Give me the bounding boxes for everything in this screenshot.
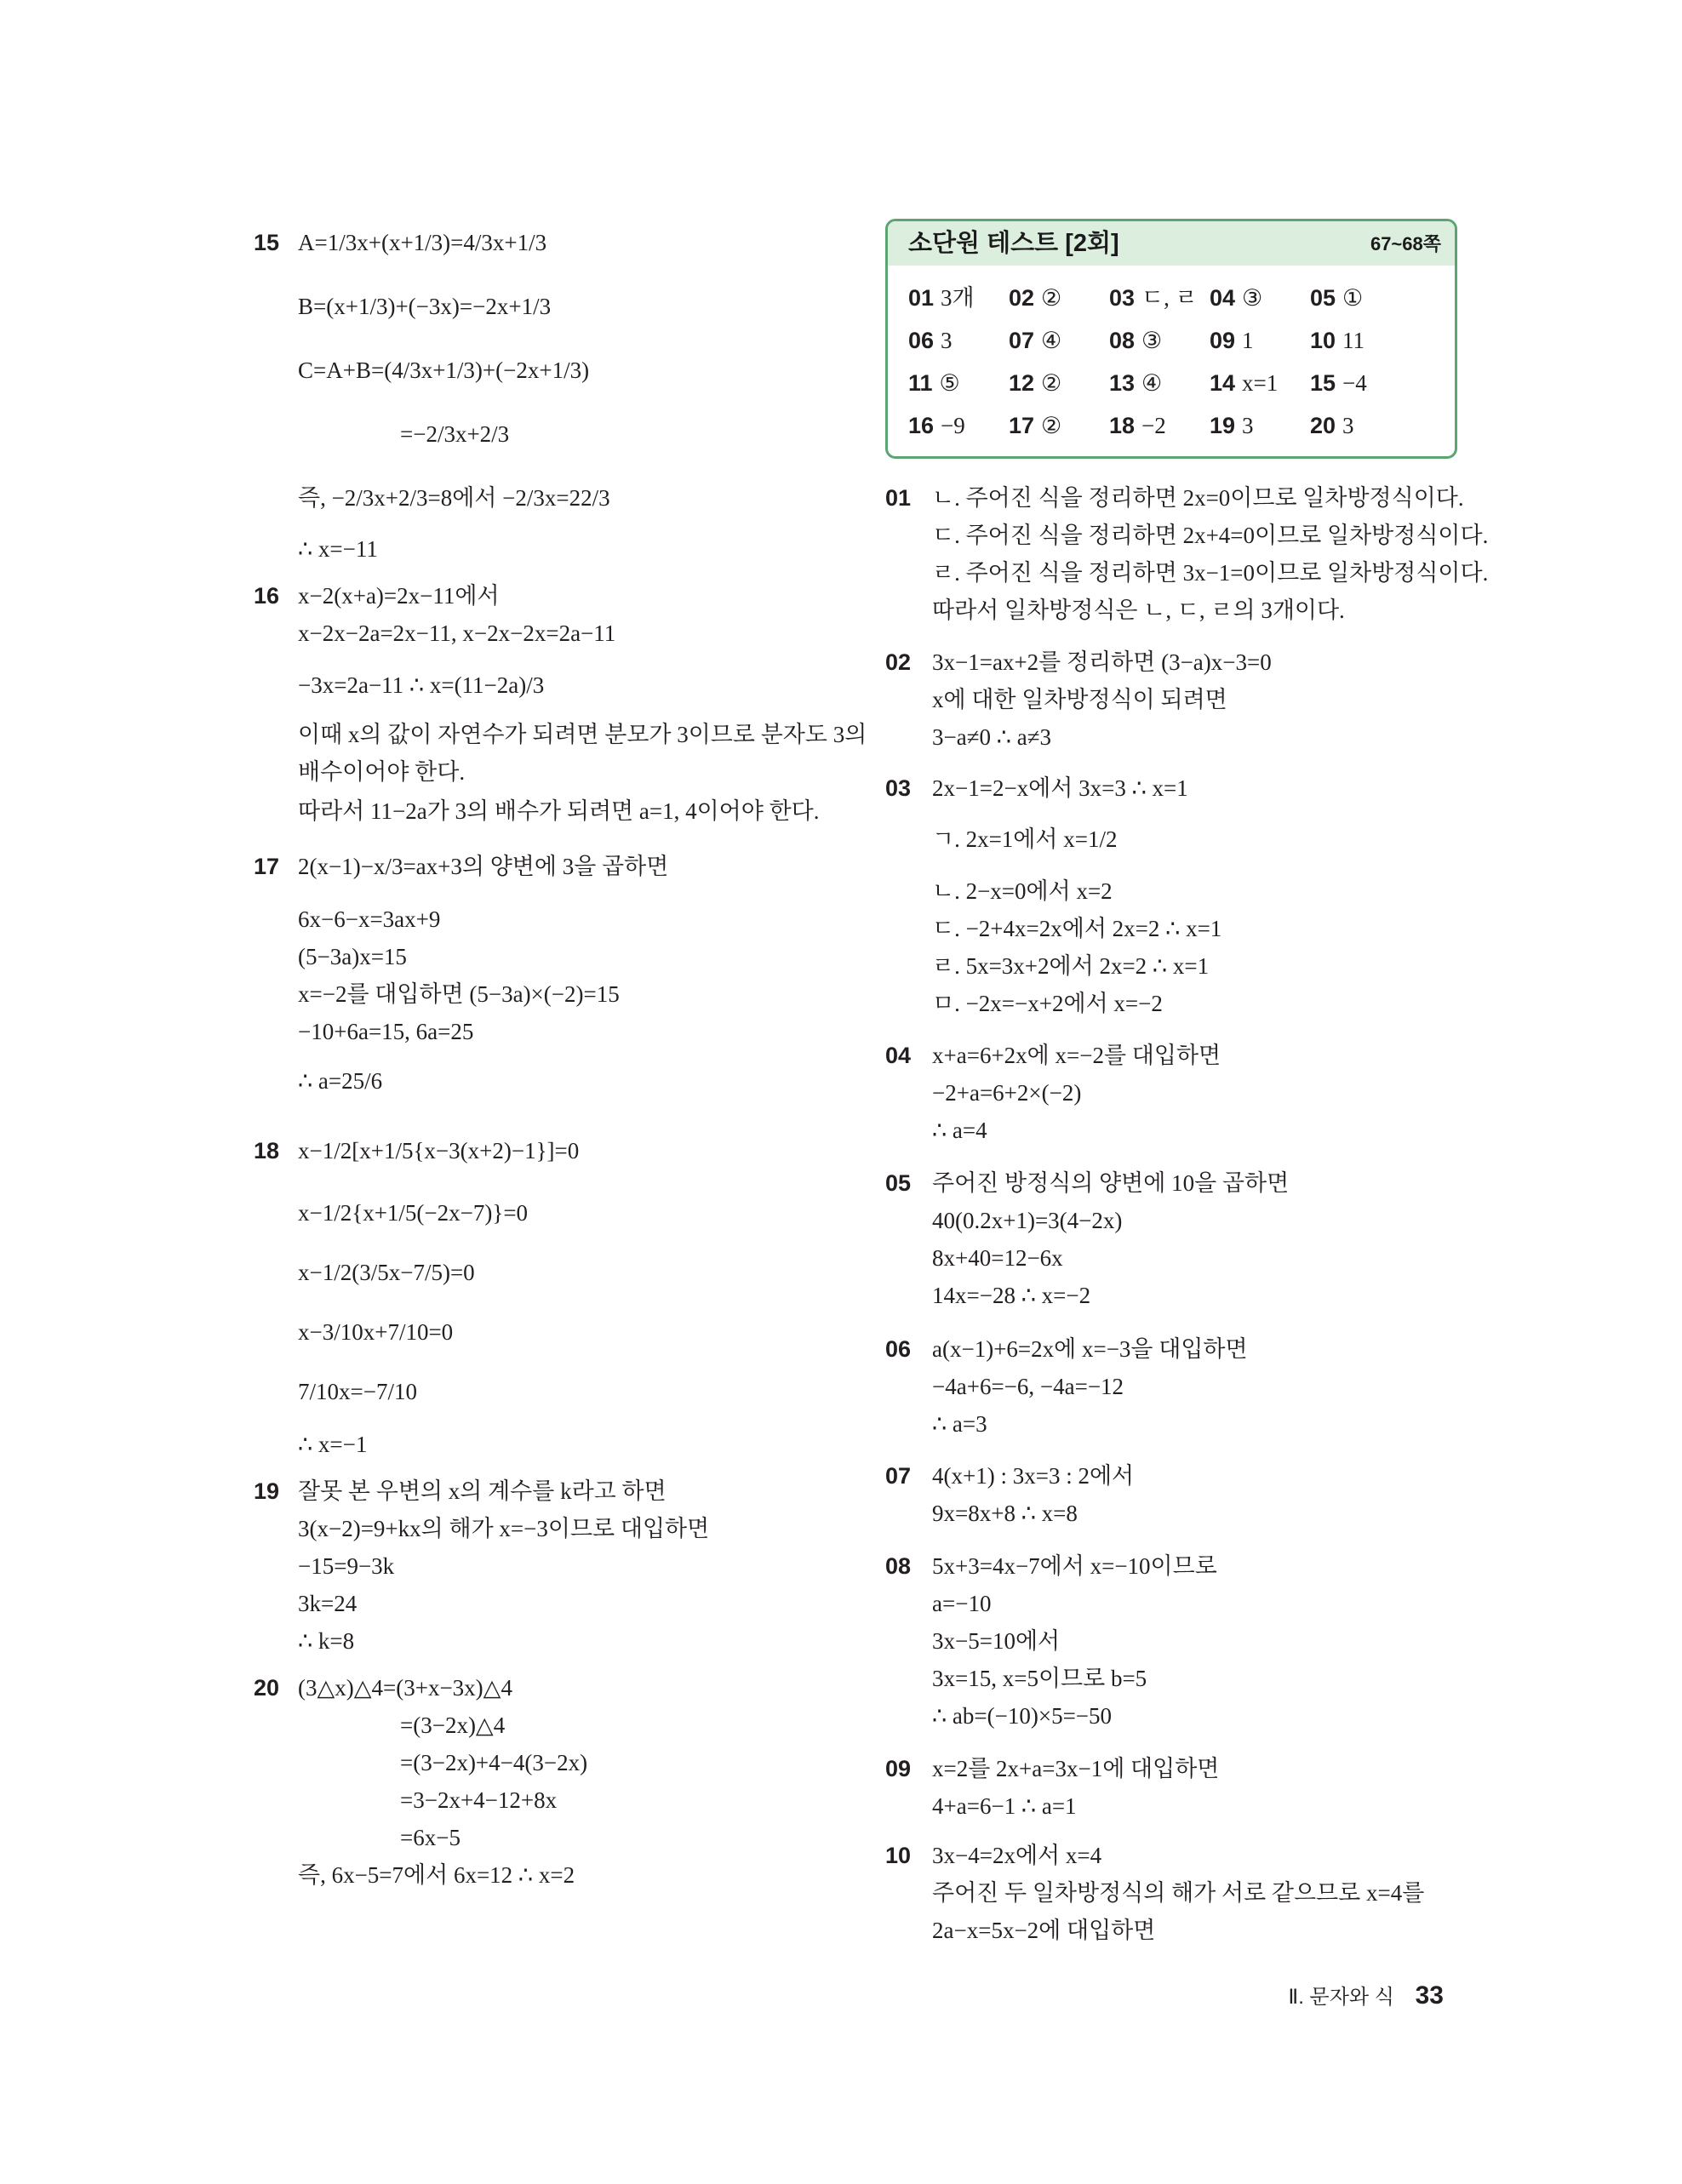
solution-line: ㄹ. 5x=3x+2에서 2x=2 ∴ x=1 [932, 953, 1210, 979]
solution-line: −3x=2a−11 ∴ x=(11−2a)/3 [298, 672, 545, 698]
solution-line: =3−2x+4−12+8x [400, 1787, 558, 1813]
problem-number: 16 [254, 583, 280, 609]
solution-line: ∴ x=−11 [298, 536, 378, 562]
solution-line: ㄹ. 주어진 식을 정리하면 3x−1=0이므로 일차방정식이다. [932, 560, 1489, 586]
answer-box-title: 소단원 테스트 [2회] [908, 230, 1119, 257]
problem-number: 01 [885, 485, 912, 511]
answer-item: 06 3 [908, 328, 953, 353]
solution-line: 따라서 11−2a가 3의 배수가 되려면 a=1, 4이어야 한다. [298, 798, 820, 824]
solution-line: ㄴ. 주어진 식을 정리하면 2x=0이므로 일차방정식이다. [932, 485, 1464, 511]
solution-line: x−1/2(3/5x−7/5)=0 [298, 1260, 475, 1285]
answer-item: 01 3개 [908, 285, 975, 311]
problem-number: 07 [885, 1463, 912, 1489]
solution-line: −10+6a=15, 6a=25 [298, 1019, 474, 1044]
answer-item: 18 −2 [1109, 413, 1166, 438]
solution-line: B=(x+1/3)+(−3x)=−2x+1/3 [298, 294, 552, 319]
solution-line: 8x+40=12−6x [932, 1245, 1063, 1271]
section-label: Ⅱ. 문자와 식 [1288, 1986, 1394, 2009]
solution-line: ∴ a=3 [932, 1411, 987, 1437]
problem-number: 06 [885, 1336, 912, 1362]
answer-item: 12 ② [1009, 370, 1062, 396]
answer-item: 14 x=1 [1210, 370, 1279, 396]
answer-box-pages: 67~68쪽 [1370, 233, 1441, 254]
answer-item: 11 ⑤ [908, 370, 960, 396]
solution-line: 주어진 두 일차방정식의 해가 서로 같으므로 x=4를 [932, 1880, 1425, 1906]
solution-line: 4(x+1) : 3x=3 : 2에서 [932, 1463, 1135, 1489]
solution-line: ㄱ. 2x=1에서 x=1/2 [932, 826, 1118, 852]
solution-line: 3−a≠0 ∴ a≠3 [932, 724, 1052, 750]
solution-line: 14x=−28 ∴ x=−2 [932, 1283, 1091, 1308]
solution-line: 2a−x=5x−2에 대입하면 [932, 1918, 1156, 1943]
solution-line: a=−10 [932, 1591, 992, 1616]
solution-line: x−1/2{x+1/5(−2x−7)}=0 [298, 1200, 529, 1226]
answer-item: 05 ① [1310, 285, 1364, 311]
solution-line: x−1/2[x+1/5{x−3(x+2)−1}]=0 [298, 1138, 580, 1163]
problem-number: 19 [254, 1478, 280, 1504]
solution-line: ∴ x=−1 [298, 1432, 368, 1457]
solution-line: 5x+3=4x−7에서 x=−10이므로 [932, 1553, 1217, 1579]
solution-line: −2+a=6+2×(−2) [932, 1080, 1082, 1106]
solution-line: 3x−1=ax+2를 정리하면 (3−a)x−3=0 [932, 649, 1272, 675]
solution-line: x에 대한 일차방정식이 되려면 [932, 687, 1227, 712]
answer-item: 19 3 [1210, 413, 1254, 438]
solution-line: =6x−5 [400, 1825, 461, 1850]
solution-line: ㄷ. 주어진 식을 정리하면 2x+4=0이므로 일차방정식이다. [932, 523, 1489, 548]
answer-item: 16 −9 [908, 413, 965, 438]
solution-line: x+a=6+2x에 x=−2를 대입하면 [932, 1043, 1221, 1068]
problem-number: 03 [885, 775, 912, 801]
solution-line: x=2를 2x+a=3x−1에 대입하면 [932, 1756, 1220, 1781]
problem-number: 02 [885, 649, 912, 675]
answer-summary-box [885, 219, 1457, 459]
solution-line: ∴ ab=(−10)×5=−50 [932, 1703, 1113, 1729]
solution-line: 2x−1=2−x에서 3x=3 ∴ x=1 [932, 775, 1188, 801]
solution-line: (3△x)△4=(3+x−3x)△4 [298, 1675, 512, 1701]
solution-line: 40(0.2x+1)=3(4−2x) [932, 1208, 1123, 1233]
solution-line: =(3−2x)△4 [400, 1712, 506, 1738]
solution-line: =(3−2x)+4−4(3−2x) [400, 1750, 588, 1775]
solution-line: 즉, 6x−5=7에서 6x=12 ∴ x=2 [298, 1862, 575, 1888]
solution-line: ㄴ. 2−x=0에서 x=2 [932, 878, 1113, 904]
answer-box-header [888, 221, 1455, 266]
solution-line: 3(x−2)=9+kx의 해가 x=−3이므로 대입하면 [298, 1516, 710, 1541]
solution-line: C=A+B=(4/3x+1/3)+(−2x+1/3) [298, 357, 590, 383]
solution-line: A=1/3x+(x+1/3)=4/3x+1/3 [298, 230, 547, 255]
problem-number: 08 [885, 1553, 912, 1579]
solution-line: a(x−1)+6=2x에 x=−3을 대입하면 [932, 1336, 1248, 1362]
solution-line: x−2x−2a=2x−11, x−2x−2x=2a−11 [298, 620, 616, 646]
solution-line: 2(x−1)−x/3=ax+3의 양변에 3을 곱하면 [298, 854, 669, 879]
solution-line: 3x=15, x=5이므로 b=5 [932, 1666, 1147, 1691]
solution-line: 주어진 방정식의 양변에 10을 곱하면 [932, 1170, 1290, 1196]
answer-item: 10 11 [1310, 328, 1365, 353]
solution-line: 9x=8x+8 ∴ x=8 [932, 1501, 1078, 1526]
solution-line: 4+a=6−1 ∴ a=1 [932, 1793, 1077, 1819]
problem-number: 09 [885, 1756, 912, 1781]
page-number: 33 [1415, 1981, 1444, 2010]
answer-item: 03 ㄷ, ㄹ [1109, 285, 1198, 311]
solution-line: −15=9−3k [298, 1553, 395, 1579]
problem-number: 20 [254, 1675, 280, 1701]
solution-line: x−2(x+a)=2x−11에서 [298, 583, 500, 609]
answer-item: 17 ② [1009, 413, 1062, 438]
answer-item: 02 ② [1009, 285, 1062, 311]
solution-line: 즉, −2/3x+2/3=8에서 −2/3x=22/3 [298, 485, 610, 511]
solution-line: =−2/3x+2/3 [400, 421, 510, 447]
solution-line: 배수이어야 한다. [298, 759, 466, 785]
problem-number: 15 [254, 230, 280, 255]
answer-item: 09 1 [1210, 328, 1254, 353]
answer-item: 07 ④ [1009, 328, 1062, 353]
solution-line: 3x−5=10에서 [932, 1628, 1061, 1654]
problem-number: 10 [885, 1843, 912, 1868]
solution-line: (5−3a)x=15 [298, 944, 407, 969]
answer-item: 04 ③ [1210, 285, 1263, 311]
solution-line: 7/10x=−7/10 [298, 1379, 417, 1404]
solution-line: ㄷ. −2+4x=2x에서 2x=2 ∴ x=1 [932, 916, 1222, 941]
problem-number: 18 [254, 1138, 280, 1163]
page-footer [1288, 1979, 1444, 2015]
answer-item: 13 ④ [1109, 370, 1163, 396]
answer-item: 20 3 [1310, 413, 1354, 438]
answer-item: 08 ③ [1109, 328, 1163, 353]
solution-line: ∴ a=4 [932, 1118, 987, 1143]
solution-line: 6x−6−x=3ax+9 [298, 906, 441, 932]
solution-line: 3x−4=2x에서 x=4 [932, 1843, 1102, 1868]
solution-line: ∴ k=8 [298, 1628, 355, 1654]
problem-number: 17 [254, 854, 280, 879]
solution-line: 3k=24 [298, 1591, 358, 1616]
problem-number: 04 [885, 1043, 912, 1068]
solution-line: ∴ a=25/6 [298, 1068, 383, 1094]
solution-line: x=−2를 대입하면 (5−3a)×(−2)=15 [298, 981, 620, 1007]
answer-item: 15 −4 [1310, 370, 1367, 396]
solution-line: 잘못 본 우변의 x의 계수를 k라고 하면 [298, 1478, 667, 1504]
solution-line: −4a+6=−6, −4a=−12 [932, 1374, 1124, 1399]
problem-number: 05 [885, 1170, 912, 1196]
solution-line: x−3/10x+7/10=0 [298, 1319, 454, 1345]
solution-line: 따라서 일차방정식은 ㄴ, ㄷ, ㄹ의 3개이다. [932, 597, 1345, 623]
solution-line: 이때 x의 값이 자연수가 되려면 분모가 3이므로 분자도 3의 [298, 722, 867, 747]
solution-line: ㅁ. −2x=−x+2에서 x=−2 [932, 991, 1163, 1016]
